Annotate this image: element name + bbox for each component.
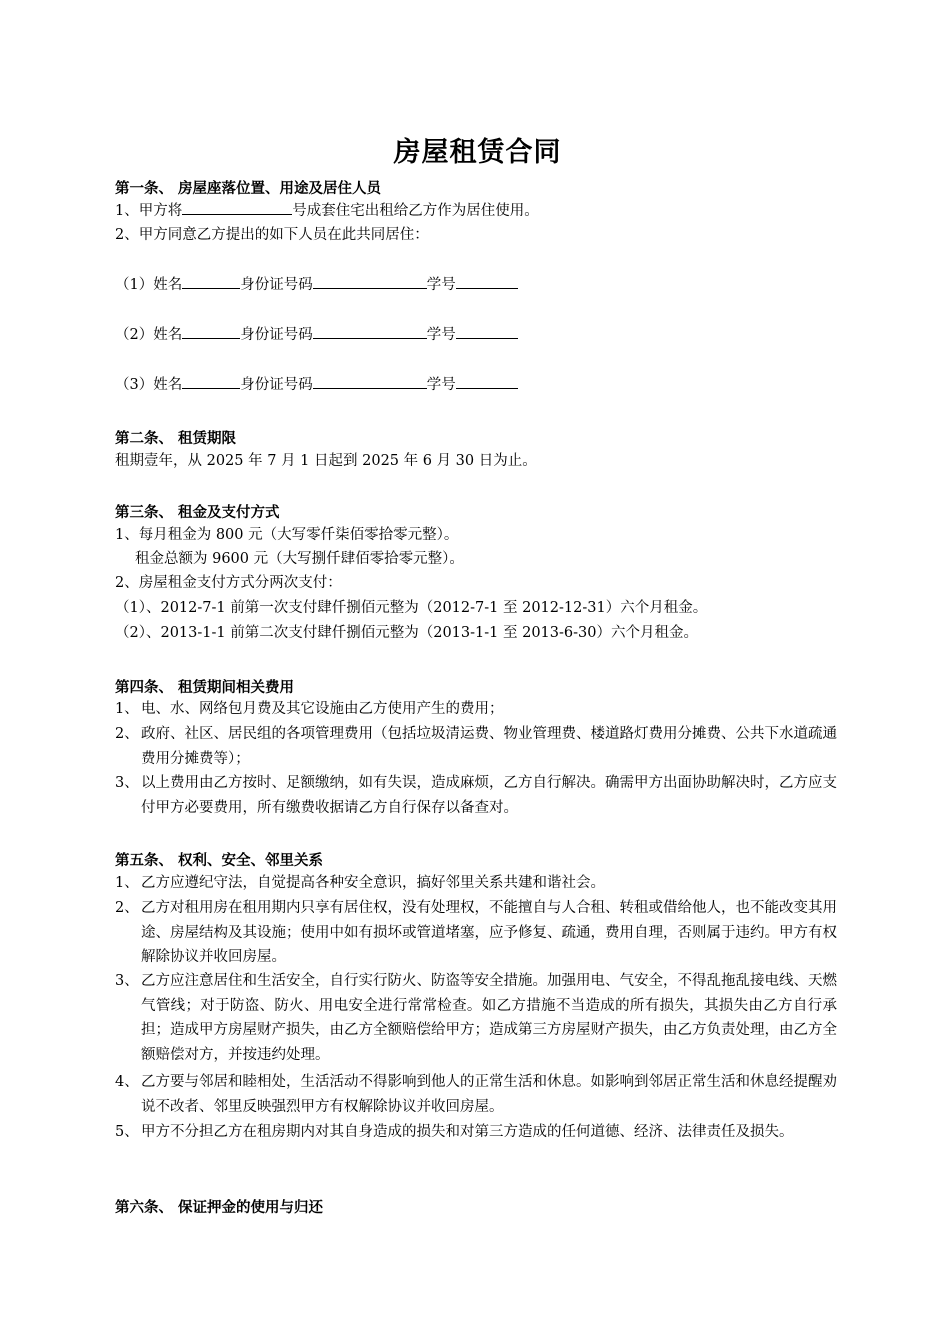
list-item [115, 896, 837, 970]
student-no-blank[interactable] [456, 273, 518, 289]
item-text: 乙方对租用房在租用期内只享有居住权，没有处理权，不能擅自与人合租、转租或借给他人，也不能改变其用途、房屋结构及其设施；使用中如有损坏或管道堵塞，应予修复、疏通，费用自理，否则属于违约。甲方有权解除协议并收回房屋。 [141, 900, 837, 965]
section-6-heading: 第六条、 保证押金的使用与归还 [115, 1199, 324, 1216]
person-index: （2） [115, 327, 154, 343]
person-index: （3） [115, 377, 154, 393]
name-blank[interactable] [182, 373, 240, 389]
list-item [115, 722, 837, 771]
item-text: 电、水、网络包月费及其它设施由乙方使用产生的费用； [141, 701, 504, 717]
student-no-blank[interactable] [456, 373, 518, 389]
name-blank[interactable] [182, 323, 240, 339]
section-5-heading: 第五条、 权利、安全、邻里关系 [115, 852, 324, 869]
person-row [115, 273, 518, 297]
item-number: 2、 [115, 726, 139, 742]
s3-line-5: （2）、2013-1-1 前第二次支付肆仟捌佰元整为（2013-1-1 至 2013-6-30）六个月租金。 [115, 625, 698, 641]
s1-line-1 [115, 199, 539, 223]
item-text: 乙方应注意居住和生活安全，自行实行防火、防盗等安全措施。加强用电、气安全，不得乱拖乱接电线、天燃气管线；对于防盗、防火、用电安全进行常常检查。如乙方措施不当造成的所有损失，其损失由乙方自行承担；造成甲方房屋财产损失，由乙方全额赔偿给甲方；造成第三方房屋财产损失，由乙方负责处理，由乙方全额赔偿对方，并按违约处理。 [141, 973, 837, 1063]
s3-line-1: 1、每月租金为 800 元（大写零仟柒佰零拾零元整）。 [115, 527, 459, 543]
id-label: 身份证号码 [240, 377, 313, 393]
item-text: 乙方要与邻居和睦相处，生活活动不得影响到他人的正常生活和休息。如影响到邻居正常生活和休息经提醒劝说不改者、邻里反映强烈甲方有权解除协议并收回房屋。 [141, 1074, 837, 1115]
section-1-heading: 第一条、 房屋座落位置、用途及居住人员 [115, 180, 382, 197]
item-number: 2、 [115, 900, 139, 916]
name-blank[interactable] [182, 273, 240, 289]
item-number: 3、 [115, 973, 139, 989]
s3-line-2: 租金总额为 9600 元（大写捌仟肆佰零拾零元整）。 [135, 551, 464, 567]
person-row [115, 373, 518, 397]
section-4-heading: 第四条、 租赁期间相关费用 [115, 679, 295, 696]
student-no-label: 学号 [426, 277, 456, 293]
person-index: （1） [115, 277, 154, 293]
item-text: 乙方应遵纪守法，自觉提高各种安全意识，搞好邻里关系共建和谐社会。 [141, 875, 605, 891]
list-item [115, 969, 837, 1067]
list-item [115, 1070, 837, 1119]
s2-line-1: 租期壹年，从 2025 年 7 月 1 日起到 2025 年 6 月 30 日为止。 [115, 453, 537, 469]
id-blank[interactable] [313, 373, 427, 389]
name-label: 姓名 [153, 327, 183, 343]
s3-line-4: （1）、2012-7-1 前第一次支付肆仟捌佰元整为（2012-7-1 至 2012-12-31）六个月租金。 [115, 600, 708, 616]
student-no-label: 学号 [426, 377, 456, 393]
s1-line-1-a: 1、甲方将 [115, 203, 183, 219]
id-blank[interactable] [313, 323, 427, 339]
item-number: 3、 [115, 775, 139, 791]
item-text: 政府、社区、居民组的各项管理费用（包括垃圾清运费、物业管理费、楼道路灯费用分摊费、公共下水道疏通费用分摊费等）； [141, 726, 837, 767]
address-blank[interactable] [182, 199, 292, 215]
item-text: 以上费用由乙方按时、足额缴纳，如有失误，造成麻烦，乙方自行解决。确需甲方出面协助解决时，乙方应支付甲方必要费用，所有缴费收据请乙方自行保存以备查对。 [141, 775, 837, 816]
section-3-heading: 第三条、 租金及支付方式 [115, 504, 280, 521]
student-no-label: 学号 [426, 327, 456, 343]
item-number: 1、 [115, 701, 139, 717]
document-title: 房屋租赁合同 [393, 137, 562, 168]
list-item [115, 871, 837, 896]
id-blank[interactable] [313, 273, 427, 289]
s3-line-3: 2、房屋租金支付方式分两次支付： [115, 575, 342, 591]
section-2-heading: 第二条、 租赁期限 [115, 430, 237, 447]
item-text: 甲方不分担乙方在租房期内对其自身造成的损失和对第三方造成的任何道德、经济、法律责任及损失。 [141, 1124, 794, 1140]
item-number: 4、 [115, 1074, 139, 1090]
item-number: 5、 [115, 1124, 139, 1140]
item-number: 1、 [115, 875, 139, 891]
id-label: 身份证号码 [240, 327, 313, 343]
list-item [115, 697, 837, 722]
list-item [115, 771, 837, 820]
list-item [115, 1120, 837, 1145]
name-label: 姓名 [153, 377, 183, 393]
s1-line-2: 2、甲方同意乙方提出的如下人员在此共同居住： [115, 227, 429, 243]
name-label: 姓名 [153, 277, 183, 293]
s1-line-1-b: 号成套住宅出租给乙方作为居住使用。 [292, 203, 539, 219]
person-row [115, 323, 518, 347]
student-no-blank[interactable] [456, 323, 518, 339]
id-label: 身份证号码 [240, 277, 313, 293]
